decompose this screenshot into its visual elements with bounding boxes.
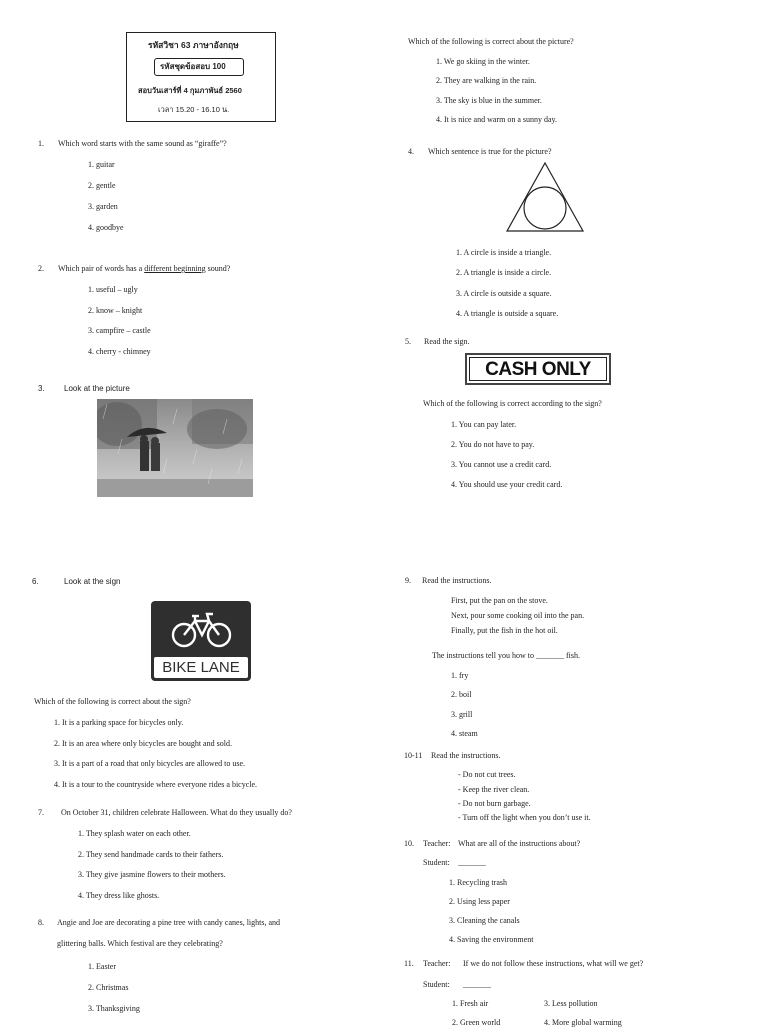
q7-option-3: 3. They give jasmine flowers to their mothers. (78, 870, 226, 879)
cash-only-sign-text: CASH ONLY (485, 359, 591, 380)
q11-option-1: 1. Fresh air (452, 999, 489, 1008)
q3-option-2: 2. They are walking in the rain. (436, 76, 537, 85)
q2-number: 2. (38, 264, 44, 273)
q10-option-3: 3. Cleaning the canals (449, 916, 520, 925)
q10-11-rule-4: - Turn off the light when you don’t use it. (458, 813, 591, 822)
q7-option-1: 1. They splash water on each other. (78, 829, 191, 838)
q4-number: 4. (408, 147, 414, 156)
q9-question: The instructions tell you how to _______ fish. (432, 651, 580, 660)
q1-option-1: 1. guitar (88, 160, 115, 169)
q2-option-2: 2. know – knight (88, 306, 143, 315)
q9-option-2: 2. boil (451, 690, 472, 699)
bicycle-icon (151, 601, 251, 657)
q6-number: 6. (32, 577, 39, 586)
q9-option-4: 4. steam (451, 729, 478, 738)
q8-number: 8. (38, 918, 44, 927)
q2-text: Which pair of words has a different beginning sound? (58, 264, 231, 273)
q3-text: Look at the picture (64, 384, 130, 393)
rain-photo (97, 399, 253, 497)
q6-option-1: 1. It is a parking space for bicycles only. (54, 718, 184, 727)
q9-step-1: First, put the pan on the stove. (451, 596, 548, 605)
q8-option-3: 3. Thanksgiving (88, 1004, 140, 1013)
q10-11-rule-3: - Do not burn garbage. (458, 799, 531, 808)
q2-option-1: 1. useful – ugly (88, 285, 138, 294)
q3-number: 3. (38, 384, 45, 393)
q7-text: On October 31, children celebrate Halloween. What do they usually do? (61, 808, 292, 817)
q4-option-1: 1. A circle is inside a triangle. (456, 248, 552, 257)
q8-text-line1: Angie and Joe are decorating a pine tree with candy canes, lights, and (57, 918, 281, 927)
q5-option-1: 1. You can pay later. (451, 420, 517, 429)
bike-lane-sign (151, 601, 251, 681)
q11-option-3: 3. Less pollution (544, 999, 598, 1008)
q4-option-2: 2. A triangle is inside a circle. (456, 268, 552, 277)
q6-question: Which of the following is correct about the sign? (34, 697, 191, 706)
q10-text: What are all of the instructions about? (458, 839, 581, 848)
q1-number: 1. (38, 139, 44, 148)
q9-step-3: Finally, put the fish in the hot oil. (451, 626, 558, 635)
q10-teacher-label: Teacher: (423, 839, 451, 848)
exam-date: สอบวันเสาร์ที่ 4 กุมภาพันธ์ 2560 (138, 86, 242, 95)
exam-subject: รหัสวิชา 63 ภาษาอังกฤษ (148, 40, 239, 50)
exam-set-code: รหัสชุดข้อสอบ 100 (160, 62, 226, 71)
q11-teacher-label: Teacher: (423, 959, 451, 968)
q2-option-3: 3. campfire – castle (88, 326, 151, 335)
exam-time: เวลา 15.20 - 16.10 น. (158, 105, 230, 114)
q5-number: 5. (405, 337, 411, 346)
q10-number: 10. (404, 839, 414, 848)
q7-option-4: 4. They dress like ghosts. (78, 891, 160, 900)
q9-number: 9. (405, 576, 411, 585)
q6-option-3: 3. It is a part of a road that only bicycles are allowed to use. (54, 759, 246, 768)
q11-student-blank: _______ (463, 980, 491, 989)
q8-option-2: 2. Christmas (88, 983, 129, 992)
q4-option-4: 4. A triangle is outside a square. (456, 309, 559, 318)
q10-student-label: Student: (423, 858, 450, 867)
q1-text: Which word starts with the same sound as “giraffe”? (58, 139, 227, 148)
q5-option-4: 4. You should use your credit card. (451, 480, 563, 489)
cash-only-sign (465, 353, 611, 385)
q6-option-4: 4. It is a tour to the countryside where everyone rides a bicycle. (54, 780, 258, 789)
q11-option-2: 2. Green world (452, 1018, 501, 1027)
q5-text: Read the sign. (424, 337, 470, 346)
q10-option-2: 2. Using less paper (449, 897, 510, 906)
q10-11-number: 10-11 (404, 751, 423, 760)
bike-lane-label: BIKE LANE (162, 659, 240, 676)
q7-option-2: 2. They send handmade cards to their fathers. (78, 850, 224, 859)
q11-student-label: Student: (423, 980, 450, 989)
rain-photo-image (97, 399, 253, 497)
q1-option-3: 3. garden (88, 202, 118, 211)
q6-text: Look at the sign (64, 577, 121, 586)
q11-number: 11. (404, 959, 414, 968)
q6-option-2: 2. It is an area where only bicycles are bought and sold. (54, 739, 232, 748)
q3-question: Which of the following is correct about the picture? (408, 37, 574, 46)
q11-text: If we do not follow these instructions, what will we get? (463, 959, 644, 968)
triangle-circle-figure (505, 161, 585, 233)
q10-11-rule-1: - Do not cut trees. (458, 770, 516, 779)
q10-11-text: Read the instructions. (431, 751, 501, 760)
q11-option-4: 4. More global warming (544, 1018, 622, 1027)
q8-option-1: 1. Easter (88, 962, 116, 971)
q10-option-1: 1. Recycling trash (449, 878, 507, 887)
triangle-circle-drawing (505, 161, 585, 233)
q5-option-3: 3. You cannot use a credit card. (451, 460, 552, 469)
q3-option-1: 1. We go skiing in the winter. (436, 57, 530, 66)
q5-option-2: 2. You do not have to pay. (451, 440, 535, 449)
q4-text: Which sentence is true for the picture? (428, 147, 552, 156)
q10-option-4: 4. Saving the environment (449, 935, 534, 944)
q10-student-blank: _______ (458, 858, 486, 867)
q7-number: 7. (38, 808, 44, 817)
q10-11-rule-2: - Keep the river clean. (458, 785, 530, 794)
q8-text-line2: glittering balls. Which festival are they celebrating? (57, 939, 223, 948)
q5-question: Which of the following is correct according to the sign? (423, 399, 602, 408)
q9-text: Read the instructions. (422, 576, 492, 585)
q1-option-4: 4. goodbye (88, 223, 124, 232)
q9-option-1: 1. fry (451, 671, 469, 680)
q4-option-3: 3. A circle is outside a square. (456, 289, 552, 298)
q9-step-2: Next, pour some cooking oil into the pan. (451, 611, 585, 620)
q9-option-3: 3. grill (451, 710, 473, 719)
q3-option-3: 3. The sky is blue in the summer. (436, 96, 542, 105)
q2-option-4: 4. cherry - chimney (88, 347, 151, 356)
q3-option-4: 4. It is nice and warm on a sunny day. (436, 115, 558, 124)
q1-option-2: 2. gentle (88, 181, 116, 190)
